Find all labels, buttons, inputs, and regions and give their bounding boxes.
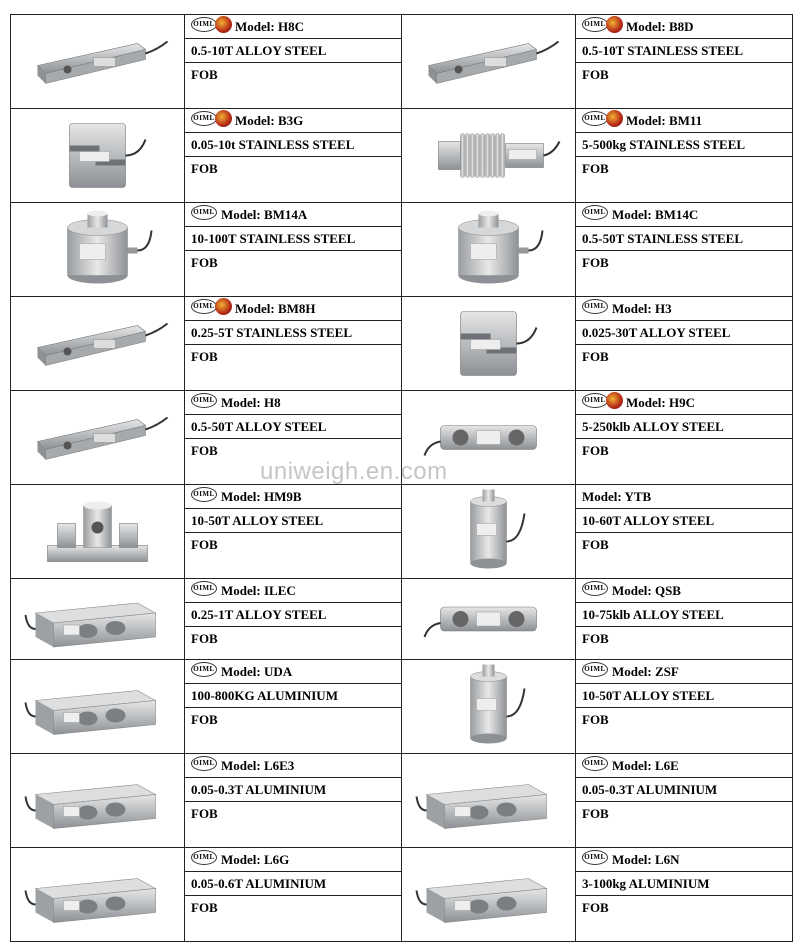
spec-text: 3-100kg ALUMINIUM — [576, 871, 792, 895]
oiml-logo-icon — [191, 662, 217, 677]
spec-text: 10-75klb ALLOY STEEL — [576, 602, 792, 626]
model-name: Model: H9C — [626, 395, 695, 410]
oiml-logo-icon — [191, 205, 217, 220]
certification-logos — [191, 662, 219, 678]
model-row — [185, 203, 401, 226]
model-name: Model: B3G — [235, 113, 304, 128]
terms-text: FOB — [185, 626, 401, 650]
terms-text: FOB — [576, 801, 792, 825]
product-image — [402, 15, 576, 109]
product-info — [185, 848, 402, 942]
model-row — [576, 391, 792, 414]
single-point-load-cell-icon — [11, 579, 184, 659]
certification-logos — [191, 850, 219, 866]
certification-logos — [582, 850, 610, 866]
product-info — [576, 579, 793, 660]
model-name: Model: BM14C — [612, 207, 699, 222]
oiml-logo-icon — [191, 487, 217, 502]
model-name: Model: ZSF — [612, 664, 679, 679]
table-row — [11, 15, 793, 109]
model-row — [185, 15, 401, 38]
table-row — [11, 109, 793, 203]
certification-logos — [191, 393, 219, 409]
certification-logos — [582, 581, 610, 597]
model-name: Model: YTB — [582, 489, 652, 504]
model-row — [576, 203, 792, 226]
model-name: Model: BM11 — [626, 113, 703, 128]
oiml-logo-icon — [582, 850, 608, 865]
model-row — [185, 297, 401, 320]
product-info — [576, 297, 793, 391]
ce-seal-icon — [606, 16, 623, 33]
oiml-logo-text: OIML — [193, 665, 215, 673]
oiml-logo-icon — [582, 17, 608, 32]
oiml-logo-text: OIML — [584, 114, 606, 122]
oiml-logo-icon — [582, 756, 608, 771]
spec-text: 0.05-0.3T ALUMINIUM — [185, 777, 401, 801]
model-row — [185, 660, 401, 683]
certification-logos — [582, 756, 610, 772]
product-image — [11, 579, 185, 660]
product-image — [11, 848, 185, 942]
product-image — [11, 391, 185, 485]
certification-logos — [582, 393, 624, 409]
model-name: Model: BM8H — [235, 301, 316, 316]
product-info — [576, 485, 793, 579]
product-image — [402, 660, 576, 754]
oiml-logo-text: OIML — [584, 665, 606, 673]
product-image — [402, 109, 576, 203]
oiml-logo-icon — [582, 662, 608, 677]
oiml-logo-text: OIML — [584, 584, 606, 592]
terms-text: FOB — [185, 801, 401, 825]
model-row — [185, 391, 401, 414]
terms-text: FOB — [185, 895, 401, 919]
canister-load-cell-icon — [11, 203, 184, 296]
product-info — [576, 109, 793, 203]
product-info — [185, 579, 402, 660]
oiml-logo-icon — [582, 111, 608, 126]
model-name: Model: B8D — [626, 19, 694, 34]
oiml-logo-text: OIML — [584, 20, 606, 28]
spec-text: 10-100T STAINLESS STEEL — [185, 226, 401, 250]
watermark: uniweigh.en.com — [260, 458, 448, 485]
truck-mount-load-cell-icon — [11, 485, 184, 578]
terms-text: FOB — [576, 895, 792, 919]
oiml-logo-icon — [191, 581, 217, 596]
model-row — [185, 754, 401, 777]
terms-text: FOB — [576, 250, 792, 274]
oiml-logo-text: OIML — [193, 853, 215, 861]
product-image — [11, 297, 185, 391]
model-row — [576, 579, 792, 602]
certification-logos — [582, 205, 610, 221]
terms-text: FOB — [185, 250, 401, 274]
model-name: Model: BM14A — [221, 207, 308, 222]
oiml-logo-text: OIML — [193, 584, 215, 592]
oiml-logo-icon — [191, 17, 217, 32]
oiml-logo-icon — [191, 756, 217, 771]
spec-text: 0.05-0.6T ALUMINIUM — [185, 871, 401, 895]
ce-seal-icon — [215, 16, 232, 33]
shear-beam-load-cell-icon — [402, 15, 575, 108]
oiml-logo-icon — [582, 393, 608, 408]
model-name: Model: H8C — [235, 19, 304, 34]
oiml-logo-text: OIML — [193, 759, 215, 767]
certification-logos — [582, 299, 610, 315]
product-info — [185, 15, 402, 109]
product-image — [402, 848, 576, 942]
oiml-logo-icon — [191, 299, 217, 314]
model-row — [576, 15, 792, 38]
table-row — [11, 297, 793, 391]
terms-text: FOB — [185, 156, 401, 180]
model-name: Model: UDA — [221, 664, 293, 679]
spec-text: 0.05-0.3T ALUMINIUM — [576, 777, 792, 801]
oiml-logo-text: OIML — [584, 396, 606, 404]
model-name: Model: QSB — [612, 583, 681, 598]
oiml-logo-text: OIML — [193, 396, 215, 404]
model-row — [576, 754, 792, 777]
terms-text: FOB — [576, 62, 792, 86]
terms-text: FOB — [576, 532, 792, 556]
table-row — [11, 754, 793, 848]
table-row — [11, 203, 793, 297]
s-type-load-cell-icon — [402, 297, 575, 390]
certification-logos — [582, 17, 624, 33]
spec-text: 100-800KG ALUMINIUM — [185, 683, 401, 707]
terms-text: FOB — [576, 344, 792, 368]
table-row — [11, 848, 793, 942]
model-name: Model: H8 — [221, 395, 281, 410]
single-point-load-cell-icon — [11, 754, 184, 847]
product-image — [402, 485, 576, 579]
model-name: Model: L6E — [612, 758, 679, 773]
column-load-cell-icon — [402, 485, 575, 578]
terms-text: FOB — [185, 532, 401, 556]
product-info — [185, 297, 402, 391]
oiml-logo-icon — [191, 111, 217, 126]
product-image — [402, 579, 576, 660]
product-image — [402, 754, 576, 848]
spec-text: 0.25-1T ALLOY STEEL — [185, 602, 401, 626]
terms-text: FOB — [576, 707, 792, 731]
s-type-load-cell-icon — [11, 109, 184, 202]
oiml-logo-icon — [582, 581, 608, 596]
product-info — [576, 848, 793, 942]
oiml-logo-text: OIML — [584, 302, 606, 310]
spec-text: 0.025-30T ALLOY STEEL — [576, 320, 792, 344]
product-info — [185, 109, 402, 203]
product-image — [402, 203, 576, 297]
product-info — [576, 203, 793, 297]
spec-text: 10-60T ALLOY STEEL — [576, 508, 792, 532]
oiml-logo-icon — [191, 850, 217, 865]
bellows-load-cell-icon — [402, 109, 575, 202]
model-row — [576, 485, 792, 508]
single-point-load-cell-icon — [11, 848, 184, 941]
model-row — [576, 848, 792, 871]
product-info — [576, 15, 793, 109]
product-image — [11, 660, 185, 754]
certification-logos — [582, 111, 624, 127]
shear-beam-load-cell-icon — [11, 391, 184, 484]
table-row — [11, 660, 793, 754]
oiml-logo-icon — [582, 299, 608, 314]
model-name: Model: ILEC — [221, 583, 296, 598]
terms-text: FOB — [576, 438, 792, 462]
model-name: Model: H3 — [612, 301, 672, 316]
shear-beam-load-cell-icon — [11, 15, 184, 108]
table-row — [11, 485, 793, 579]
product-image — [11, 485, 185, 579]
oiml-logo-text: OIML — [584, 853, 606, 861]
spec-text: 5-500kg STAINLESS STEEL — [576, 132, 792, 156]
spec-text: 0.5-50T ALLOY STEEL — [185, 414, 401, 438]
certification-logos — [191, 111, 233, 127]
spec-text: 0.5-50T STAINLESS STEEL — [576, 226, 792, 250]
product-image — [11, 203, 185, 297]
model-row — [576, 109, 792, 132]
terms-text: FOB — [576, 156, 792, 180]
column-load-cell-icon — [402, 660, 575, 753]
model-row — [185, 848, 401, 871]
oiml-logo-text: OIML — [584, 759, 606, 767]
model-row — [185, 485, 401, 508]
certification-logos — [191, 581, 219, 597]
product-info — [576, 391, 793, 485]
product-image — [11, 109, 185, 203]
certification-logos — [582, 662, 610, 678]
product-image — [11, 754, 185, 848]
oiml-logo-icon — [191, 393, 217, 408]
ce-seal-icon — [606, 392, 623, 409]
canister-load-cell-icon — [402, 203, 575, 296]
certification-logos — [191, 756, 219, 772]
model-row — [185, 579, 401, 602]
single-point-load-cell-icon — [402, 848, 575, 941]
single-point-load-cell-icon — [11, 660, 184, 753]
model-row — [185, 109, 401, 132]
double-ended-load-cell-icon — [402, 579, 575, 659]
oiml-logo-text: OIML — [193, 302, 215, 310]
model-name: Model: L6E3 — [221, 758, 295, 773]
product-info — [185, 203, 402, 297]
spec-text: 0.25-5T STAINLESS STEEL — [185, 320, 401, 344]
product-info — [576, 754, 793, 848]
ce-seal-icon — [215, 298, 232, 315]
terms-text: FOB — [185, 438, 401, 462]
model-row — [576, 660, 792, 683]
spec-text: 5-250klb ALLOY STEEL — [576, 414, 792, 438]
product-info — [185, 754, 402, 848]
spec-text: 10-50T ALLOY STEEL — [185, 508, 401, 532]
single-point-load-cell-icon — [402, 754, 575, 847]
spec-text: 0.5-10T ALLOY STEEL — [185, 38, 401, 62]
oiml-logo-text: OIML — [193, 490, 215, 498]
spec-text: 0.05-10t STAINLESS STEEL — [185, 132, 401, 156]
spec-text: 10-50T ALLOY STEEL — [576, 683, 792, 707]
table-row — [11, 579, 793, 660]
ce-seal-icon — [606, 110, 623, 127]
terms-text: FOB — [185, 62, 401, 86]
spec-text: 0.5-10T STAINLESS STEEL — [576, 38, 792, 62]
terms-text: FOB — [576, 626, 792, 650]
ce-seal-icon — [215, 110, 232, 127]
certification-logos — [191, 299, 233, 315]
certification-logos — [191, 205, 219, 221]
model-name: Model: HM9B — [221, 489, 302, 504]
model-name: Model: L6G — [221, 852, 290, 867]
oiml-logo-text: OIML — [193, 20, 215, 28]
certification-logos — [191, 17, 233, 33]
product-info — [185, 660, 402, 754]
oiml-logo-text: OIML — [584, 208, 606, 216]
product-info — [576, 660, 793, 754]
product-image — [402, 297, 576, 391]
model-row — [576, 297, 792, 320]
oiml-logo-text: OIML — [193, 114, 215, 122]
product-info — [185, 485, 402, 579]
product-image — [11, 15, 185, 109]
oiml-logo-icon — [582, 205, 608, 220]
terms-text: FOB — [185, 344, 401, 368]
oiml-logo-text: OIML — [193, 208, 215, 216]
shear-beam-load-cell-icon — [11, 297, 184, 390]
terms-text: FOB — [185, 707, 401, 731]
model-name: Model: L6N — [612, 852, 680, 867]
certification-logos — [191, 487, 219, 503]
